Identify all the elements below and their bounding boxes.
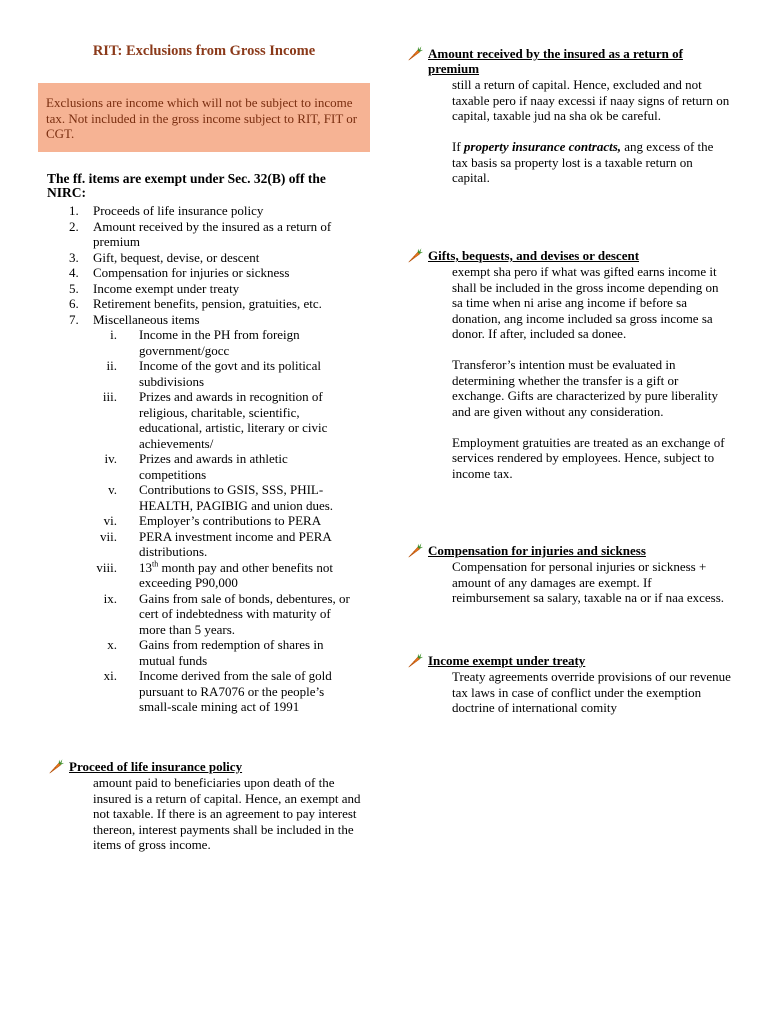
- list-item: 7. Miscellaneous items i. Income in the PH from foreign government/gocc ii. Income of the govt and its political subdivisions iii. Prizes and awards in recognition of religious, charitable, scientific, educational, artistic, literary or civic achievements/ iv. Prizes and awards in athletic competitions v. Contributions to GSIS, SSS, PHIL-HEALTH, PAGIBIG and union dues. vi. Employer’s contributions to PERA vii. PERA investment income and PERA distributions. viii. 13th month pay and other benefits not exceeding P90,000 ix. Gains from sale of bonds, debentures, or cert of indebtedness with maturity of more than 5 years. x. Gains from redemption of shares in mutual funds xi. Income derived from the sale of gold pursuant to RA7076 or the people’s small-scale mining act of 1991: [47, 312, 357, 715]
- sublist-item: ii. Income of the govt and its political subdivisions: [106, 358, 321, 389]
- sublist-item: viii. 13th month pay and other benefits not exceeding P90,000: [96, 559, 333, 590]
- section-treaty: [406, 653, 732, 716]
- list-item: 2. Amount received by the insured as a return of premium: [69, 218, 332, 249]
- sublist-item: vi. Employer’s contributions to PERA: [103, 513, 322, 528]
- section-body: Compensation for personal injuries or sickness + amount of any damages are exempt. If reimbursement sa salary, taxable na or if naa excess.: [452, 559, 725, 605]
- exempt-items-intro: The ff. items are exempt under Sec. 32(B) off the NIRC:: [47, 171, 326, 200]
- sublist-item: v. Contributions to GSIS, SSS, PHIL-HEALTH, PAGIBIG and union dues.: [108, 482, 334, 513]
- sublist-item: iii. Prizes and awards in recognition of religious, charitable, scientific, educational, artistic, literary or civic achievements/: [102, 389, 328, 451]
- list-item: 6. Retirement benefits, pension, gratuities, etc.: [69, 296, 322, 311]
- sublist-item: i. Income in the PH from foreign government/gocc: [110, 327, 300, 358]
- section-life-insurance: [47, 759, 365, 853]
- sublist-item: vii. PERA investment income and PERA distributions.: [100, 528, 332, 559]
- carrot-icon: [406, 44, 424, 62]
- sublist-item: xi. Income derived from the sale of gold pursuant to RA7076 or the people’s small-scale mining act of 1991: [103, 668, 332, 714]
- section-heading: Compensation for injuries and sickness: [428, 543, 646, 558]
- sublist-item: x. Gains from redemption of shares in mutual funds: [107, 637, 324, 668]
- section-injuries: [406, 543, 732, 606]
- sublist-item: ix. Gains from sale of bonds, debentures, or cert of indebtedness with maturity of more than 5 years.: [103, 590, 350, 637]
- sublist-item: iv. Prizes and awards in athletic competitions: [104, 451, 288, 482]
- list-item: 3. Gift, bequest, devise, or descent: [69, 249, 260, 265]
- section-body: amount paid to beneficiaries upon death of the insured is a return of capital. Hence, an exempt and not taxable. If there is an agreement to pay interest thereon, interest payments shall be included in the items of gross income.: [93, 775, 361, 852]
- carrot-icon: [406, 651, 424, 669]
- carrot-icon: [406, 246, 424, 264]
- carrot-icon: [406, 541, 424, 559]
- section-heading: Income exempt under treaty: [428, 653, 586, 668]
- definition-callout: Exclusions are income which will not be subject to income tax. Not included in the gross income subject to RIT, FIT or CGT.: [38, 83, 370, 152]
- carrot-icon: [47, 757, 65, 775]
- section-body: still a return of capital. Hence, excluded and not taxable pero if naay excessi if naay signs of return on capital, taxable jud na sha ok be careful. If property insurance contracts, ang excess of the tax basis sa property lost is a taxable return on capital.: [452, 77, 730, 185]
- page-title: RIT: Exclusions from Gross Income: [92, 43, 316, 59]
- list-item: 5. Income exempt under treaty: [69, 280, 240, 296]
- section-gifts: [406, 248, 732, 481]
- exempt-items-list: [47, 203, 357, 715]
- section-body: Treaty agreements override provisions of our revenue tax laws in case of conflict under the exemption doctrine of international comity: [452, 669, 731, 715]
- list-item: 4. Compensation for injuries or sickness: [69, 265, 290, 280]
- section-body: exempt sha pero if what was gifted earns income it shall be included in the gross income depending on sa time when ni arise ang income if before sa donation, ang income included sa gross income sa donor. If after, included sa donee. Transferor’s intention must be evaluated in determining whether the transfer is a gift or exchange. Gifts are characterized by pure liberality and are given without any consideration. Employment gratuities are treated as an exchange of services rendered by employees. Hence, subject to income tax.: [452, 264, 725, 481]
- section-return-of-premium: [406, 46, 732, 186]
- section-heading: Amount received by the insured as a return of premium: [428, 46, 683, 76]
- section-heading: Gifts, bequests, and devises or descent: [428, 248, 640, 263]
- section-heading: Proceed of life insurance policy: [69, 759, 243, 774]
- list-item: 1. Proceeds of life insurance policy: [69, 203, 264, 218]
- miscellaneous-sublist: [93, 327, 357, 715]
